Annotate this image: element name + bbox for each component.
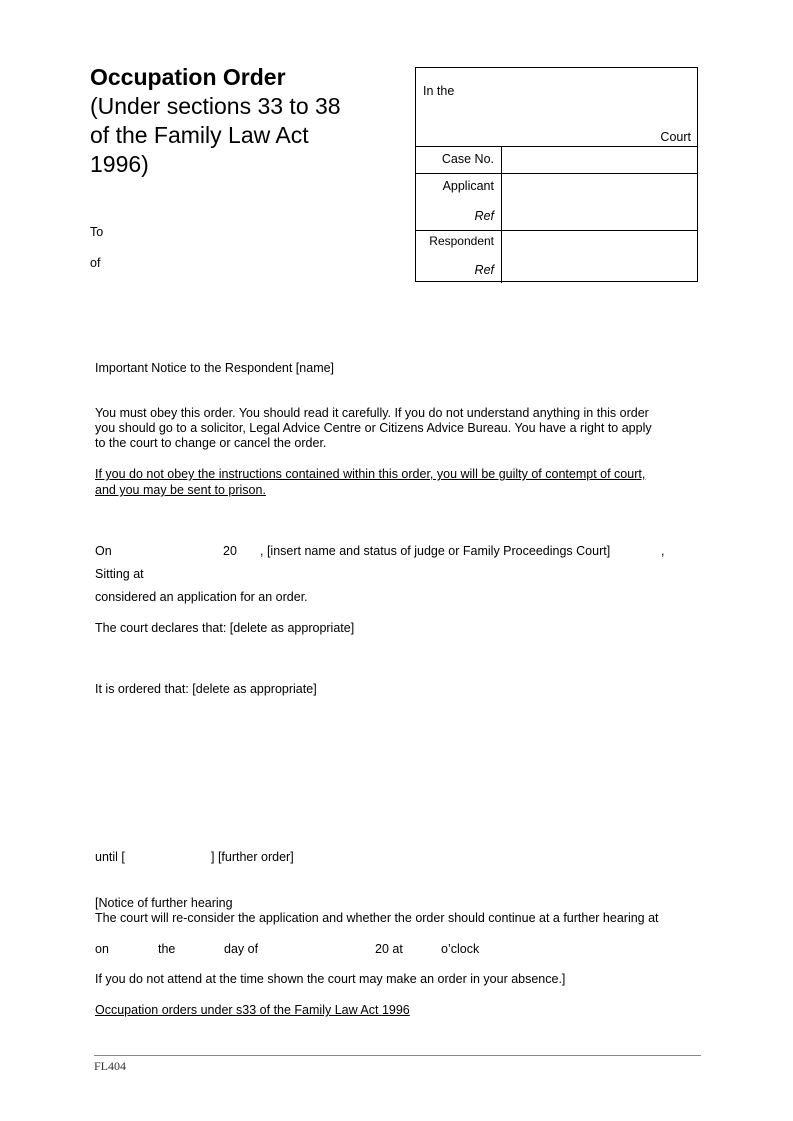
in-the-label: In the (423, 84, 455, 98)
court-box-divider (416, 146, 697, 147)
applicant-ref-label: Ref (474, 209, 494, 223)
hearing-year-at-label: 20 at (375, 942, 403, 956)
court-label: Court (660, 130, 691, 144)
hearing-on-label: on (95, 942, 109, 956)
hearing-notice-title: [Notice of further hearing (95, 896, 233, 910)
hearing-absence-text: If you do not attend at the time shown the court may make an order in your absence.] (95, 972, 566, 986)
notice-paragraph-line-1: You must obey this order. You should read it carefully. If you do not understand anything in this order (95, 406, 649, 420)
respondent-ref-label: Ref (474, 263, 494, 277)
form-title: Occupation Order (90, 64, 286, 90)
hearing-reconsider-text: The court will re-consider the application and whether the order should continue at a further hearing at (95, 911, 659, 925)
case-no-label: Case No. (441, 152, 494, 166)
of-label: of (90, 256, 101, 270)
form-subtitle-line-3: 1996) (90, 151, 149, 177)
until-close: ] [further order] (211, 850, 294, 864)
footer-divider (94, 1055, 701, 1056)
judge-comma: , (661, 544, 665, 558)
judge-placeholder: , [insert name and status of judge or Family Proceedings Court] (260, 544, 611, 558)
s33-heading: Occupation orders under s33 of the Family Law Act 1996 (95, 1003, 410, 1017)
applicant-label: Applicant (442, 179, 494, 193)
notice-paragraph-line-3: to the court to change or cancel the order. (95, 436, 327, 450)
to-label: To (90, 225, 104, 239)
court-box-divider (416, 230, 697, 231)
respondent-label: Respondent (429, 234, 494, 248)
form-subtitle-line-1: (Under sections 33 to 38 (90, 93, 341, 119)
hearing-oclock-label: o’clock (441, 942, 480, 956)
contempt-warning-line-2: and you may be sent to prison. (95, 483, 266, 497)
until-open: until [ (95, 850, 125, 864)
contempt-warning-line-1: If you do not obey the instructions contained within this order, you will be guilty of contempt of court, (95, 467, 646, 481)
declares-text: The court declares that: [delete as appropriate] (95, 621, 355, 635)
on-label: On (95, 544, 112, 558)
form-subtitle-line-2: of the Family Law Act (90, 122, 309, 148)
notice-paragraph-line-2: you should go to a solicitor, Legal Advice Centre or Citizens Advice Bureau. You have a right to apply (95, 421, 652, 435)
court-box-column-divider (501, 146, 502, 283)
ordered-text: It is ordered that: [delete as appropriate] (95, 682, 317, 696)
year-prefix: 20 (223, 544, 237, 558)
considered-text: considered an application for an order. (95, 590, 308, 604)
notice-heading: Important Notice to the Respondent [name] (95, 361, 335, 375)
court-details-box (415, 67, 698, 282)
form-code: FL404 (94, 1059, 127, 1073)
hearing-day-of-label: day of (224, 942, 259, 956)
court-box-divider (416, 173, 697, 174)
hearing-the-label: the (158, 942, 176, 956)
sitting-at-label: Sitting at (95, 567, 144, 581)
